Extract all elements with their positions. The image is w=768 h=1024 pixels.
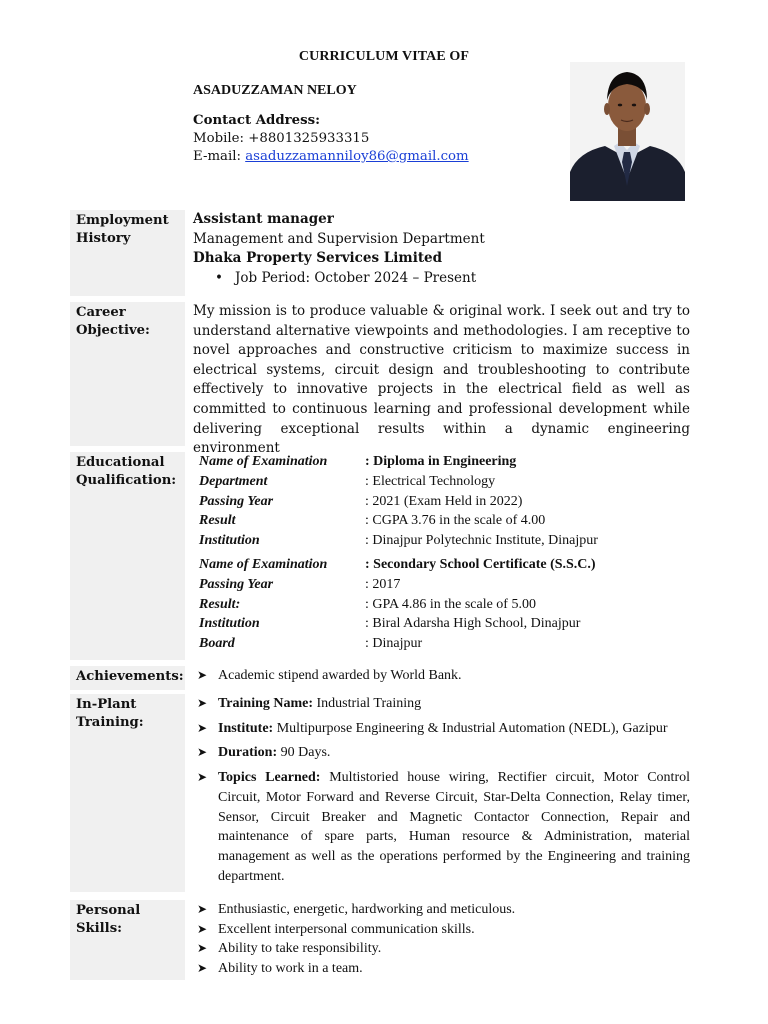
achievements-content [193, 666, 690, 686]
training-duration-item [193, 743, 690, 763]
education-row [193, 614, 690, 634]
career-section [70, 302, 690, 457]
ssc-block [193, 555, 690, 654]
document-title: CURRICULUM VITAE OF [298, 49, 470, 64]
education-field-value: : Dinajpur [365, 636, 423, 652]
training-institute-item [193, 719, 690, 739]
training-institute-value: Multipurpose Engineering & Industrial Automation (NEDL), Gazipur [273, 720, 668, 736]
education-row [193, 634, 690, 654]
education-row [193, 452, 690, 472]
education-section [70, 452, 690, 660]
career-text: My mission is to produce valuable & original work. I seek out and try to understand alternative viewpoints and methodologies. I am receptive to novel approaches and constructive criticism to maximize success in electrical systems, circuit design and troubleshooting to contribute effectively to innovative projects in the electrical field as well as committed to continuous learning and professional development while delivering exceptional results within a dynamic engineering environment [193, 303, 690, 457]
education-field-label: Passing Year [199, 576, 274, 592]
achievements-list [193, 666, 690, 686]
profile-photo [570, 62, 685, 201]
education-row [193, 492, 690, 512]
education-field-label: Name of Examination [199, 454, 328, 469]
job-period-list [193, 269, 690, 289]
skill-item: ➤ Ability to work in a team. [193, 959, 690, 979]
achievements-label: Achievements: [70, 666, 185, 690]
skills-list [193, 900, 690, 979]
email-label: E-mail: [193, 149, 246, 164]
education-field-value: : Diploma in Engineering [365, 454, 517, 469]
education-field-value: : Dinajpur Polytechnic Institute, Dinajpur [365, 533, 598, 549]
training-topics-value: Multistoried house wiring, Rectifier circuit, Motor Control Circuit, Motor Forward and Reverse Circuit, Star-Delta Connection, Relay timer, Sensor, Circuit Breaker and Magnetic Contactor Connection, Repair and maintenance of spare parts, Human resource & Administration, material management as well as the operations performed by the Engineering and training department. [218, 770, 690, 884]
education-field-value: : GPA 4.86 in the scale of 5.00 [365, 596, 536, 612]
skills-label: Personal Skills: [70, 900, 185, 980]
contact-block [193, 112, 469, 166]
education-row [193, 575, 690, 595]
education-label: Educational Qualification: [70, 452, 185, 660]
contact-label: Contact Address: [193, 113, 321, 128]
education-field-label: Department [199, 473, 268, 489]
employment-label: Employment History [70, 210, 185, 296]
education-field-label: Institution [199, 616, 260, 632]
training-label: In-Plant Training: [70, 694, 185, 892]
education-field-label: Result: [199, 596, 241, 612]
candidate-name: ASADUZZAMAN NELOY [193, 83, 357, 98]
skill-item: ➤ Ability to take responsibility. [193, 939, 690, 959]
training-topics-label: Topics Learned: [218, 770, 321, 786]
skill-item: ➤ Excellent interpersonal communication skills. [193, 920, 690, 940]
skills-section [70, 900, 690, 980]
job-period: • Job Period: October 2024 – Present [193, 269, 690, 289]
training-name-label: Training Name: [218, 696, 314, 711]
achievements-section [70, 666, 690, 690]
education-content [193, 452, 690, 654]
training-content [193, 694, 690, 886]
education-row [193, 595, 690, 615]
education-field-value: : Electrical Technology [365, 473, 496, 489]
training-duration-value: 90 Days. [277, 745, 331, 761]
training-topics-item [193, 768, 690, 886]
training-institute-label: Institute: [218, 720, 274, 736]
education-field-label: Board [199, 636, 235, 652]
email-link[interactable]: asaduzzamanniloy86@gmail.com [245, 149, 469, 164]
education-field-label: Name of Examination [199, 556, 328, 572]
employment-section [70, 210, 690, 296]
training-name-item [193, 694, 690, 714]
mobile-label: Mobile: [193, 131, 249, 146]
skills-content [193, 900, 690, 979]
education-row [193, 531, 690, 551]
achievement-item: ➤ Academic stipend awarded by World Bank. [193, 666, 690, 686]
education-field-value: : Secondary School Certificate (S.S.C.) [365, 556, 596, 572]
education-field-label: Passing Year [199, 493, 274, 509]
diploma-block [193, 452, 690, 551]
education-field-value: : Biral Adarsha High School, Dinajpur [365, 616, 581, 632]
training-list [193, 694, 690, 886]
education-row [193, 511, 690, 531]
email-line [193, 148, 469, 166]
education-field-value: : 2021 (Exam Held in 2022) [365, 493, 523, 509]
career-label: Career Objective: [70, 302, 185, 446]
education-field-label: Result [199, 513, 236, 529]
education-field-label: Institution [199, 533, 260, 549]
mobile-number: +8801325933315 [248, 131, 370, 146]
employment-content [193, 210, 690, 288]
training-name-value: Industrial Training [313, 696, 422, 711]
mobile-line [193, 130, 469, 148]
skill-item: ➤ Enthusiastic, energetic, hardworking and meticulous. [193, 900, 690, 920]
education-field-value: : 2017 [365, 576, 401, 592]
education-row [193, 555, 690, 575]
education-field-value: : CGPA 3.76 in the scale of 4.00 [365, 513, 546, 529]
company-name: Dhaka Property Services Limited [193, 250, 443, 267]
education-row [193, 472, 690, 492]
training-section [70, 694, 690, 892]
job-department: Management and Supervision Department [193, 230, 485, 247]
job-position: Assistant manager [193, 211, 334, 227]
training-duration-label: Duration: [218, 745, 278, 761]
